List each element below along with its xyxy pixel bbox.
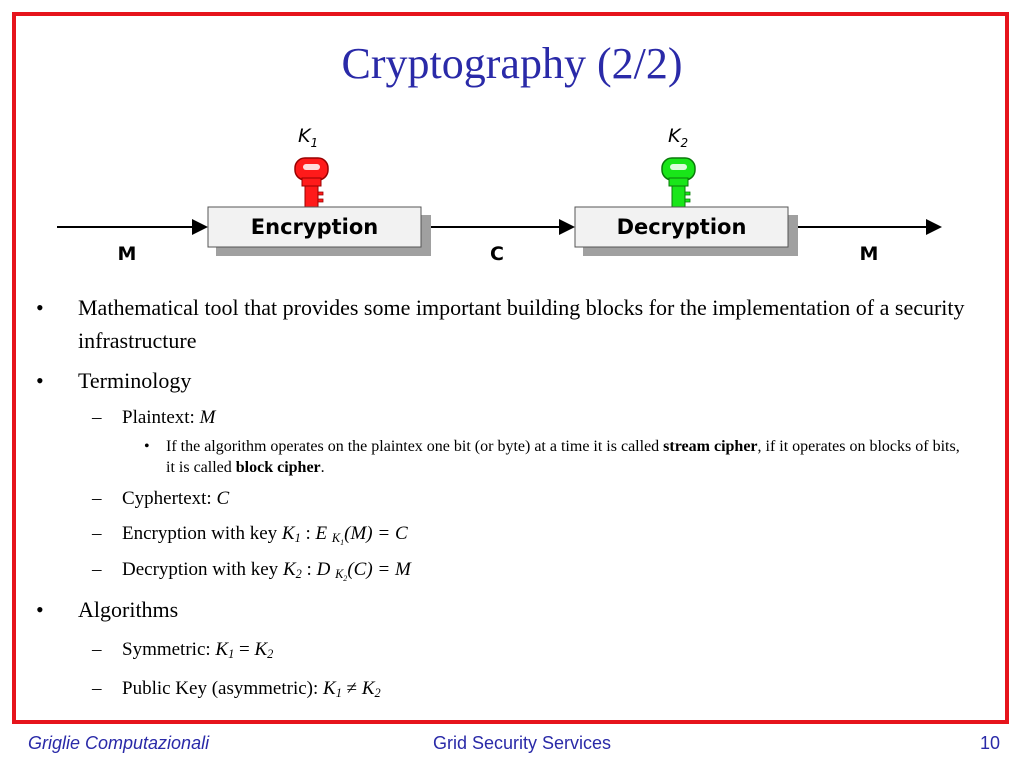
sub-list-item [92, 676, 992, 702]
dash-icon: – [92, 488, 102, 509]
list-item-text: Mathematical tool that provides some important building blocks for the implementation of a security infrastructure [78, 295, 965, 353]
list-item-text: Algorithms [78, 597, 179, 622]
list-item-text: Encryption with key $K_1$ : E $_{K_1}$(M) = C [122, 523, 408, 547]
dash-icon: – [92, 523, 102, 544]
sub-list-item [92, 486, 992, 512]
list-item [36, 291, 998, 357]
bullet-icon: • [144, 438, 150, 455]
encryption-label: Encryption [250, 215, 379, 239]
list-item-text: Terminology [78, 368, 192, 393]
sub-list-item [92, 557, 992, 583]
sub-sub-list-item [144, 436, 966, 478]
bullet-icon: • [36, 368, 44, 393]
page-number: 10 [980, 733, 1001, 753]
footer-topic: Grid Security Services [433, 733, 612, 753]
slide-title: Cryptography (2/2) [341, 39, 683, 88]
dash-icon: – [92, 559, 102, 580]
list-item-text: Plaintext: M [122, 407, 216, 428]
sub-list-item [92, 405, 992, 431]
output-label: M [859, 243, 879, 265]
dash-icon: – [92, 678, 102, 699]
decryption-label: Decryption [616, 215, 747, 239]
list-item [36, 364, 998, 397]
list-item [36, 593, 998, 626]
input-label: M [117, 243, 137, 265]
key1-label: $K_1$ [298, 125, 319, 150]
cipher-diagram [0, 0, 1024, 290]
list-item-text: If the algorithm operates on the plaintex one bit (or byte) at a time it is called stream cipher, if it operates on blocks of bits, it is called block cipher. [166, 438, 960, 476]
key2-icon [662, 158, 695, 208]
sub-list-item [92, 521, 992, 547]
key1-icon [295, 158, 328, 208]
dash-icon: – [92, 407, 102, 428]
footer-course: Griglie Computazionali [28, 733, 210, 753]
list-item-text: Decryption with key $K_2$ : D $_{K_2}$(C) = M [122, 559, 411, 583]
dash-icon: – [92, 639, 102, 660]
list-item-text: Public Key (asymmetric): $K_1 \ne K_2$ [122, 678, 381, 700]
bullet-icon: • [36, 295, 44, 320]
cipher-label: C [490, 243, 504, 265]
list-item-text: Cyphertext: C [122, 488, 230, 509]
list-item-text: Symmetric: $K_1 = K_2$ [122, 639, 274, 661]
key2-label: $K_2$ [668, 125, 689, 150]
sub-list-item [92, 637, 992, 663]
bullet-icon: • [36, 597, 44, 622]
